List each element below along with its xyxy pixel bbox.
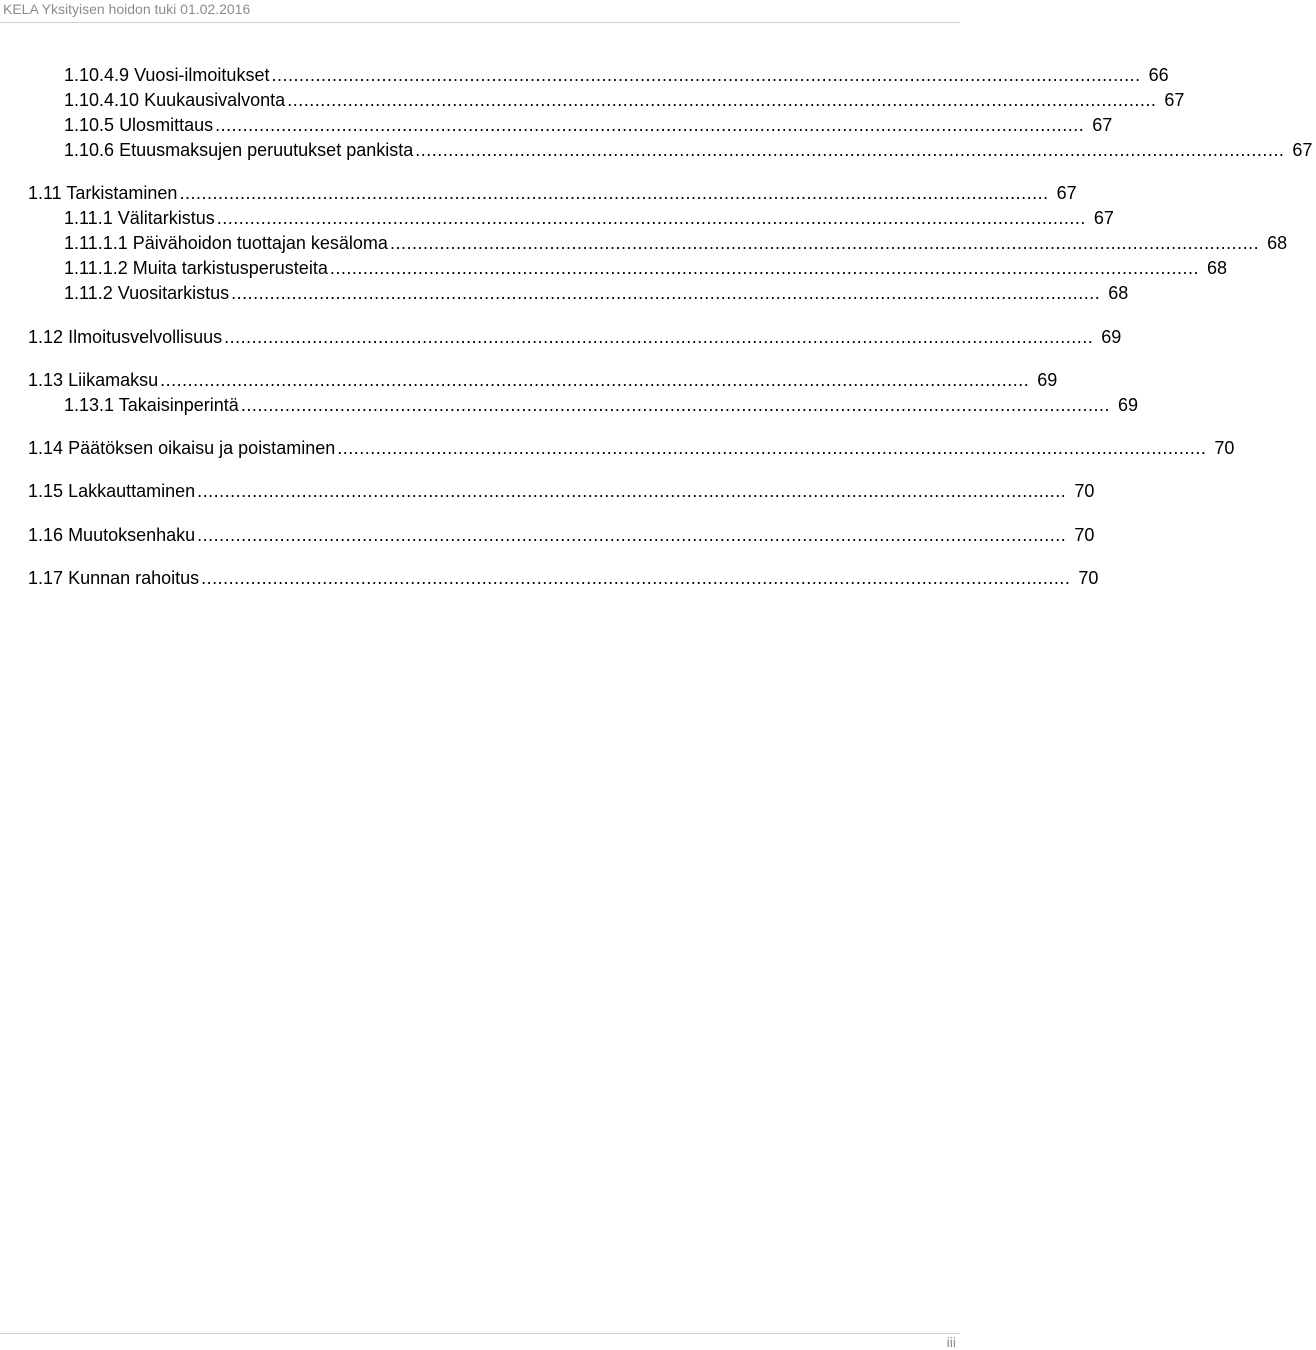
toc-entry-number: 1.11.1.2: [64, 258, 128, 278]
toc-entry-label: Kunnan rahoitus: [68, 568, 200, 588]
toc-entry-title: [28, 369, 160, 391]
toc-page-number: 68: [1207, 258, 1228, 278]
toc-page-number: 69: [1037, 370, 1058, 390]
toc-entry[interactable]: [28, 367, 1058, 391]
toc-entry-number: 1.17: [28, 568, 64, 588]
toc-entry[interactable]: [64, 280, 1129, 304]
toc-page-number: 68: [1108, 283, 1129, 303]
toc-entry-title: [28, 437, 337, 459]
toc-page-number: 68: [1267, 233, 1288, 253]
toc-dot-leader: ..............................................................................................................................................................: [287, 90, 1157, 110]
toc-dot-leader: ..............................................................................................................................................................: [231, 283, 1101, 303]
toc-entry-label: Päivähoidon tuottajan kesäloma: [132, 233, 388, 253]
toc-entry-number: 1.11.2: [64, 283, 113, 303]
toc-entry[interactable]: [28, 522, 1095, 546]
toc-page-number: 69: [1101, 327, 1122, 347]
toc-page-number: 70: [1074, 525, 1095, 545]
toc-entry[interactable]: [28, 324, 1122, 348]
footer-page-number: iii: [946, 1334, 956, 1350]
toc-dot-leader: ..............................................................................................................................................................: [201, 568, 1071, 588]
toc-entry-title: [64, 394, 241, 416]
toc-entry[interactable]: [64, 87, 1185, 111]
toc-entry-label: Liikamaksu: [68, 370, 159, 390]
toc-entry[interactable]: [64, 112, 1113, 136]
toc-entry-number: 1.10.4.9: [64, 65, 130, 85]
toc-dot-leader: ..............................................................................................................................................................: [415, 140, 1285, 160]
toc-entry-number: 1.13.1: [64, 395, 115, 415]
toc-entry-label: Tarkistaminen: [66, 183, 178, 203]
toc-entry[interactable]: [28, 478, 1095, 502]
toc-entry-label: Vuosi-ilmoitukset: [134, 65, 270, 85]
toc-entry-title: [28, 182, 179, 204]
toc-dot-leader: ..............................................................................................................................................................: [215, 115, 1085, 135]
toc-entry-label: Muutoksenhaku: [68, 525, 196, 545]
toc-dot-leader: ..............................................................................................................................................................: [329, 258, 1199, 278]
toc-page-number: 67: [1292, 140, 1313, 160]
toc-page-number: 70: [1214, 438, 1235, 458]
toc-entry-number: 1.15: [28, 481, 64, 501]
toc-entry-number: 1.10.5: [64, 115, 115, 135]
toc-entry-title: [64, 139, 415, 161]
toc-entry-label: Päätöksen oikaisu ja poistaminen: [68, 438, 336, 458]
toc-dot-leader: ..............................................................................................................................................................: [240, 395, 1110, 415]
toc-dot-leader: ..............................................................................................................................................................: [337, 438, 1207, 458]
toc-entry-number: 1.16: [28, 525, 64, 545]
header-divider: [0, 22, 960, 23]
toc-entry-title: [64, 114, 215, 136]
document-header-title: KELA Yksityisen hoidon tuki 01.02.2016: [3, 1, 251, 17]
toc-entry[interactable]: [28, 435, 1235, 459]
toc-dot-leader: ..............................................................................................................................................................: [216, 208, 1086, 228]
toc-page-number: 66: [1148, 65, 1169, 85]
toc-page-number: 67: [1092, 115, 1113, 135]
toc-entry-title: [28, 567, 201, 589]
toc-entry-number: 1.10.6: [64, 140, 115, 160]
toc-page-number: 67: [1164, 90, 1185, 110]
toc-dot-leader: ..............................................................................................................................................................: [197, 525, 1067, 545]
toc-entry-title: [64, 232, 390, 254]
toc-entry-number: 1.14: [28, 438, 64, 458]
toc-entry[interactable]: [64, 205, 1114, 229]
toc-entry-title: [28, 326, 224, 348]
toc-entry-label: Muita tarkistusperusteita: [132, 258, 328, 278]
toc-entry-title: [28, 480, 197, 502]
toc-entry-title: [64, 64, 271, 86]
toc-dot-leader: ..............................................................................................................................................................: [389, 233, 1260, 253]
toc-entry-number: 1.10.4.10: [64, 90, 140, 110]
toc-entry-title: [64, 282, 231, 304]
toc-dot-leader: ..............................................................................................................................................................: [179, 183, 1049, 203]
toc-dot-leader: ..............................................................................................................................................................: [160, 370, 1030, 390]
toc-entry-number: 1.12: [28, 327, 64, 347]
footer-divider: [0, 1333, 960, 1334]
toc-entry-label: Ulosmittaus: [119, 115, 214, 135]
toc-entry-label: Etuusmaksujen peruutukset pankista: [119, 140, 414, 160]
toc-dot-leader: ..............................................................................................................................................................: [271, 65, 1141, 85]
toc-entry-title: [64, 207, 217, 229]
toc-entry-number: 1.11.1: [64, 208, 113, 228]
toc-page-number: 67: [1056, 183, 1077, 203]
toc-entry-number: 1.13: [28, 370, 64, 390]
toc-entry-label: Takaisinperintä: [118, 395, 239, 415]
toc-page-number: 70: [1074, 481, 1095, 501]
toc-page-number: 69: [1117, 395, 1138, 415]
toc-dot-leader: ..............................................................................................................................................................: [197, 481, 1067, 501]
toc-entry-number: 1.11: [28, 183, 62, 203]
toc-page-number: 70: [1078, 568, 1099, 588]
toc-entry-label: Kuukausivalvonta: [144, 90, 286, 110]
toc-entry[interactable]: [64, 255, 1228, 279]
toc-entry[interactable]: [64, 230, 1288, 254]
toc-entry-label: Välitarkistus: [117, 208, 215, 228]
toc-entry-label: Lakkauttaminen: [68, 481, 196, 501]
toc-entry-title: [64, 89, 287, 111]
toc-entry[interactable]: [28, 180, 1077, 204]
toc-entry-title: [28, 524, 197, 546]
toc-entry-label: Vuositarkistus: [117, 283, 230, 303]
toc-entry-number: 1.11.1.1: [64, 233, 128, 253]
toc-entry[interactable]: [64, 62, 1169, 86]
toc-dot-leader: ..............................................................................................................................................................: [224, 327, 1094, 347]
toc-entry[interactable]: [64, 137, 1313, 161]
toc-entry-label: Ilmoitusvelvollisuus: [68, 327, 223, 347]
toc-page-number: 67: [1093, 208, 1114, 228]
toc-entry-title: [64, 257, 330, 279]
toc-entry[interactable]: [28, 565, 1099, 589]
toc-entry[interactable]: [64, 392, 1138, 416]
